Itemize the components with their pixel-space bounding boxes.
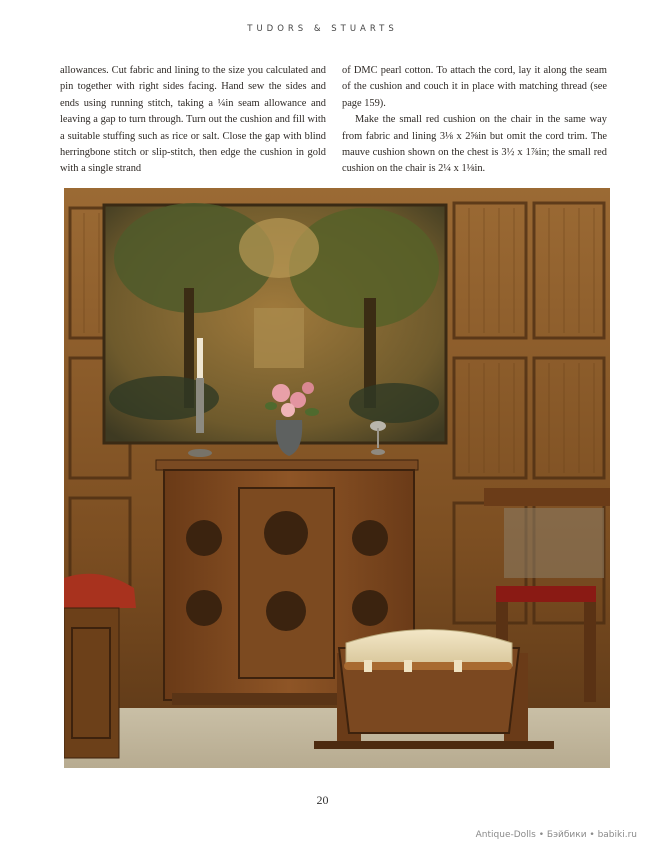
body-paragraph: allowances. Cut fabric and lining to the size you calculated and pin together with right sides facing. Hand sew the sides and ends using running stitch, taking a ¼in seam allowance and leaving a gap to turn through. Turn out the cushion and fill with a suitable stuffing such as rice or salt. Close the gap with blind herringbone stitch or slip-stitch, then edge the cushion in gold with a single strand xyxy=(60,65,326,175)
cradle xyxy=(314,630,554,750)
text-column-left xyxy=(60,63,326,178)
running-header: TUDORS & STUARTS xyxy=(247,24,398,34)
text-column-right xyxy=(342,63,607,178)
watermark-text: Antique-Dolls • Бэйбики • babiki.ru xyxy=(475,830,637,840)
room-photograph xyxy=(64,188,610,768)
page-number: 20 xyxy=(316,793,329,807)
body-paragraph: of DMC pearl cotton. To attach the cord, lay it along the seam of the cushion and couch it in place with matching thread (see page 159). xyxy=(342,65,607,109)
body-paragraph: Make the small red cushion on the chair in the same way from fabric and lining 3⅛ x 2⅝in but omit the cord trim. The mauve cushion shown on the chest is 3½ x 1⅞in; the small red cushion on the chair is 2¼ x 1⅛in. xyxy=(342,114,607,175)
